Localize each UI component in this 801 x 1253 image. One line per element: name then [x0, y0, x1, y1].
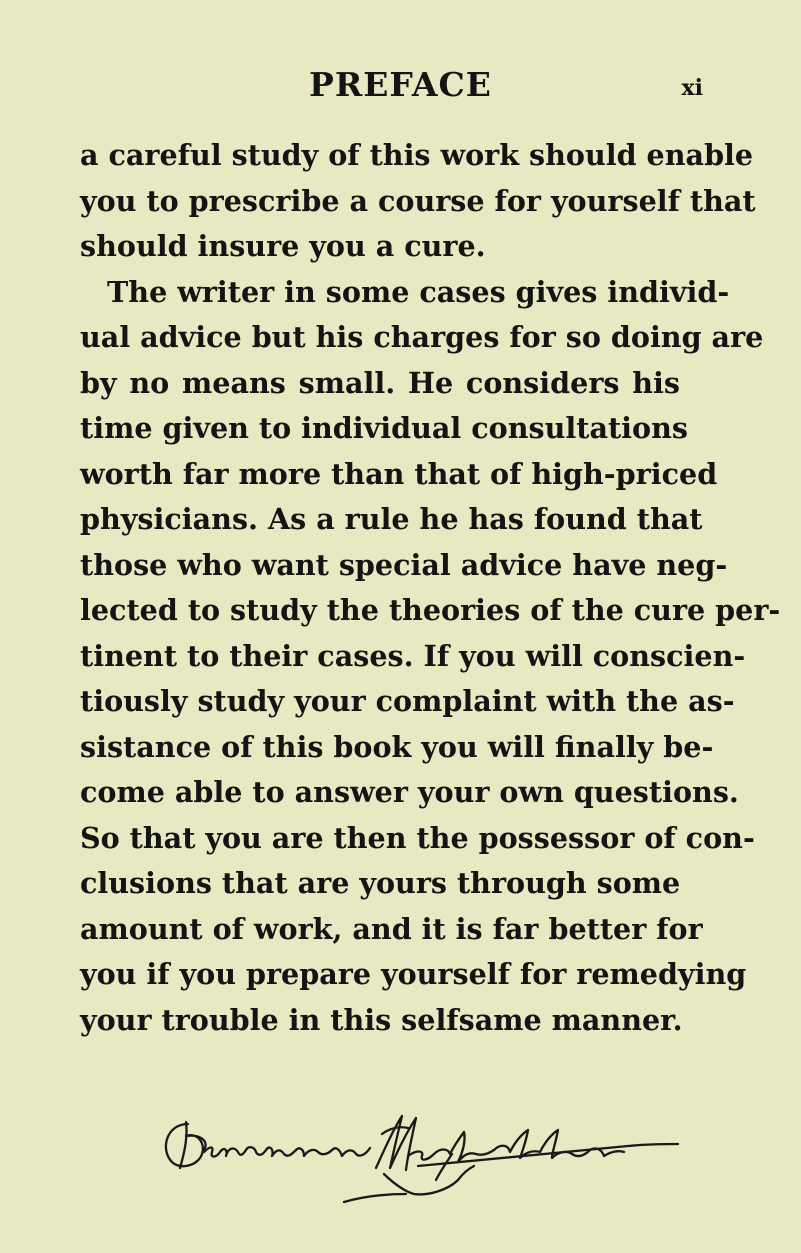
- text-line: come able to answer your own questions.: [80, 775, 739, 809]
- text-line: you to prescribe a course for yourself that: [80, 183, 756, 218]
- text-line: So that you are then the possessor of con-: [80, 820, 755, 855]
- text-line: those who want special advice have neg-: [80, 547, 728, 582]
- text-line: tiously study your complaint with the as-: [80, 684, 735, 718]
- text-line: ual advice but his charges for so doing are: [80, 320, 764, 354]
- preface-body: [80, 133, 781, 1043]
- text-line: worth far more than that of high-priced: [80, 456, 718, 491]
- text-line: sistance of this book you will finally be-: [80, 729, 714, 764]
- text-line: physicians. As a rule he has found that: [80, 502, 703, 536]
- text-line: a careful study of this work should enable: [80, 138, 754, 172]
- text-line: tinent to their cases. If you will conscien-: [80, 638, 746, 673]
- handwritten-signature: [158, 1110, 688, 1210]
- text-line: amount of work, and it is far better for: [80, 911, 703, 946]
- text-line: you if you prepare yourself for remedying: [80, 957, 747, 991]
- page-header: [0, 60, 801, 110]
- text-line: time given to individual consultations: [80, 411, 689, 445]
- text-line: should insure you a cure.: [80, 229, 486, 263]
- running-title: PREFACE: [309, 65, 492, 104]
- text-line: your trouble in this selfsame manner.: [80, 1002, 683, 1037]
- page-number: xi: [681, 75, 703, 101]
- text-line: clusions that are yours through some: [80, 866, 681, 900]
- text-line: by no means small. He considers his: [80, 365, 680, 400]
- text-line: The writer in some cases gives individ-: [107, 274, 730, 309]
- text-line: lected to study the theories of the cure per-: [80, 593, 781, 627]
